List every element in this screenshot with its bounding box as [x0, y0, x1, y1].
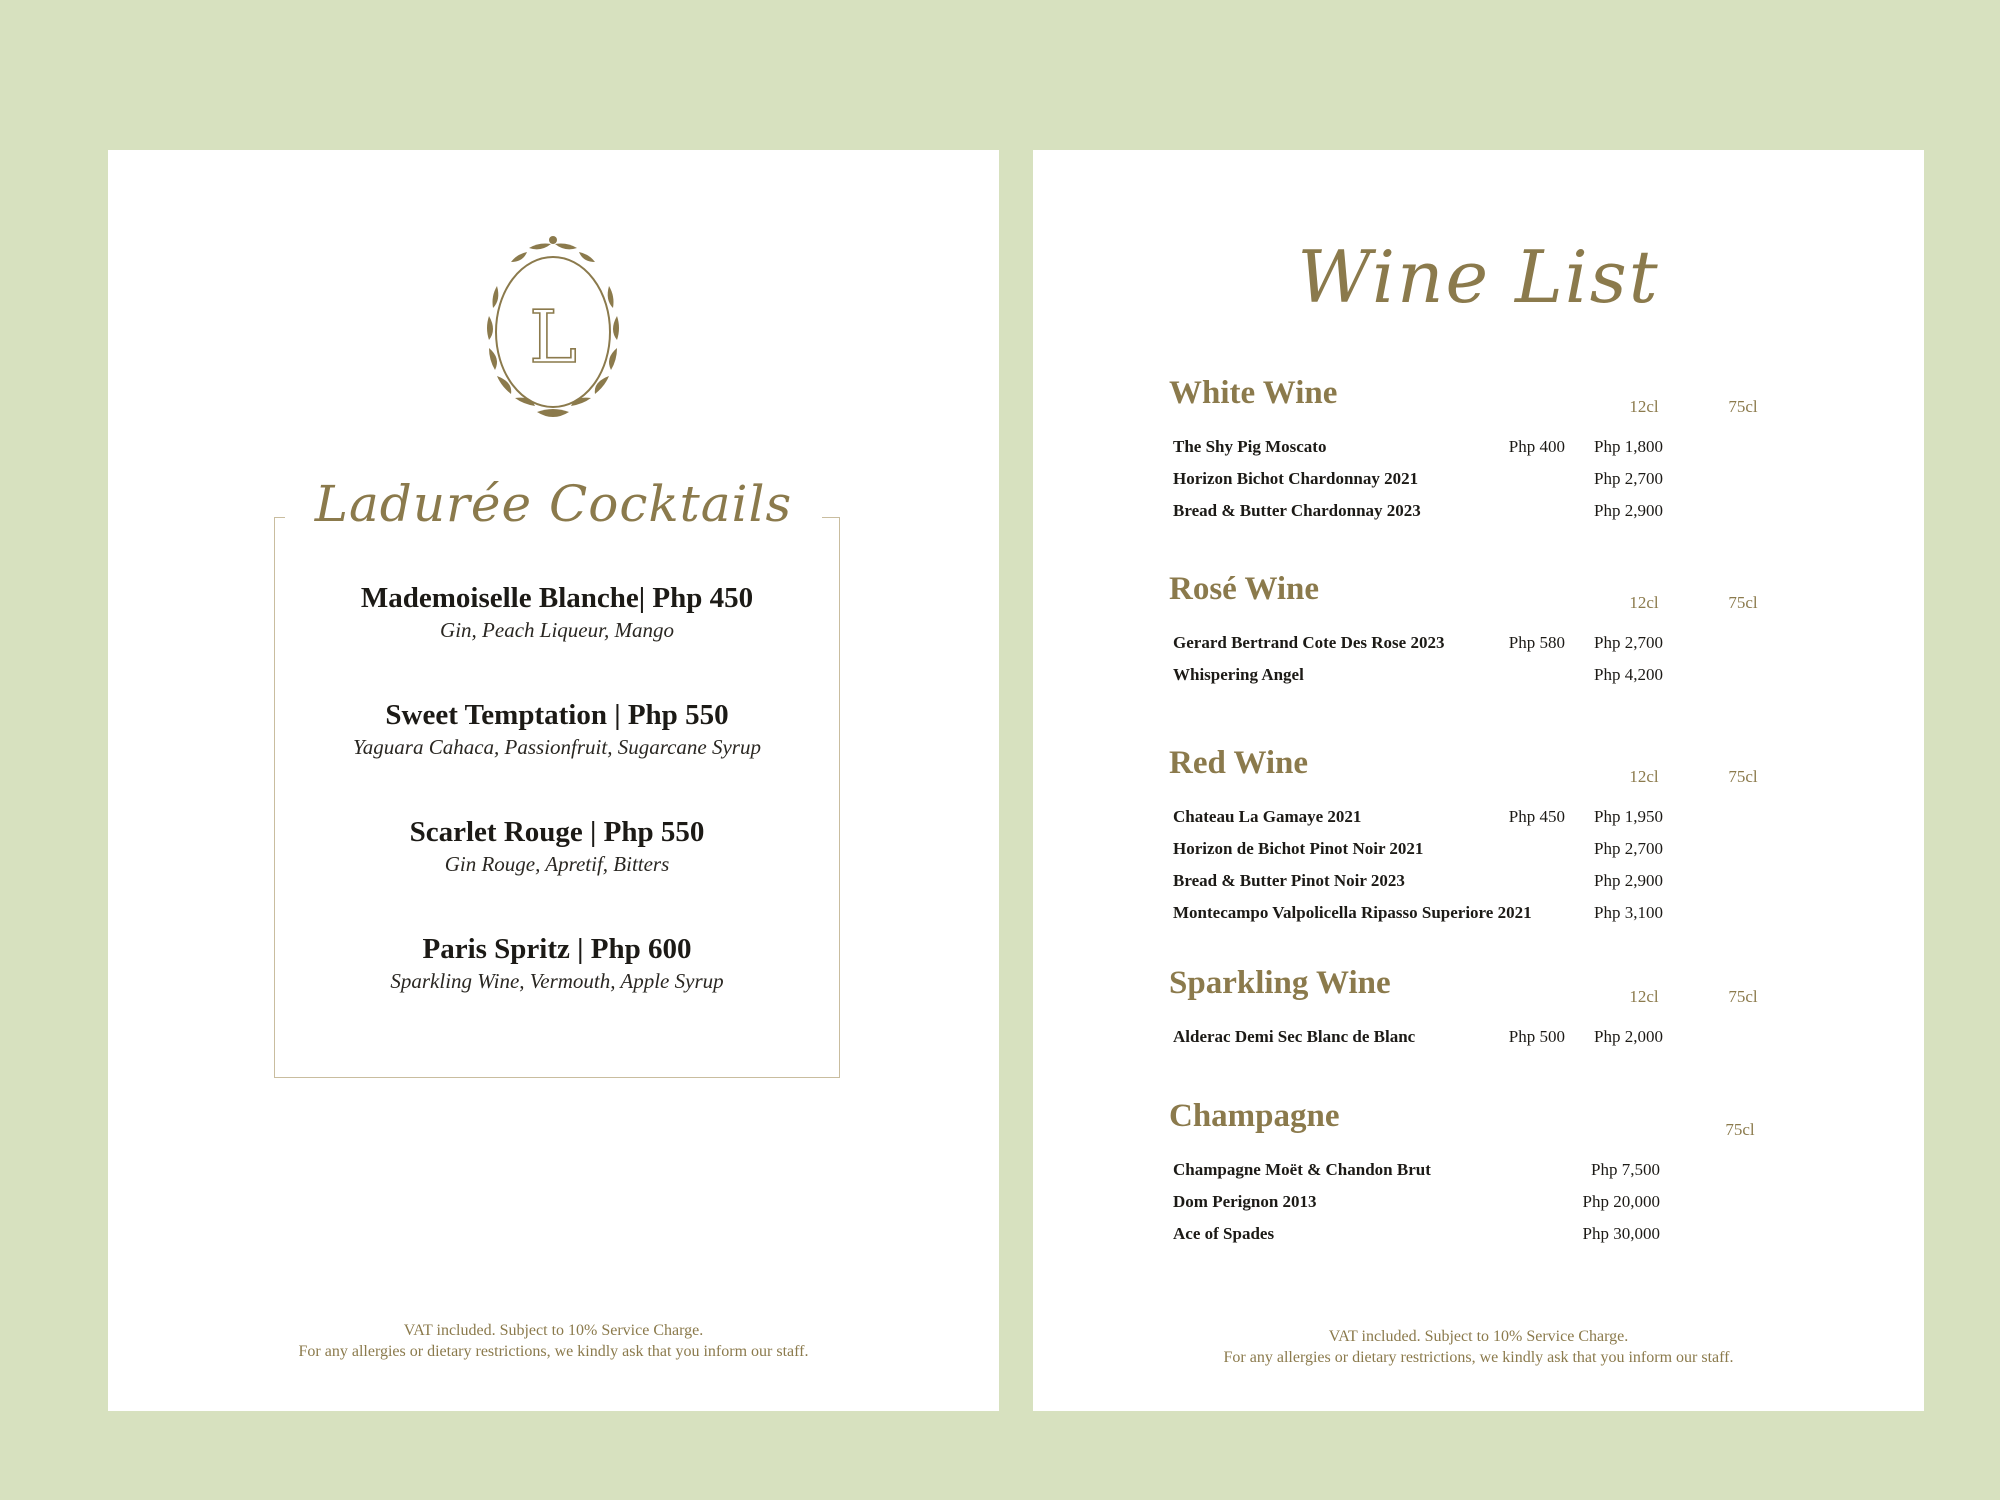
cocktail-ingredients: Gin, Peach Liqueur, Mango [440, 618, 674, 642]
cocktails-title: Ladurée Cocktails [108, 475, 999, 533]
wine-row: Gerard Bertrand Cote Des Rose 2023 Php 580 Php 2,700 [1173, 633, 1663, 652]
wine-row: The Shy Pig Moscato Php 400 Php 1,800 [1173, 437, 1663, 456]
logo-letter: L [529, 295, 577, 379]
wine-row: Dom Perignon 2013 Php 20,000 [1173, 1192, 1660, 1211]
column-header-12cl: 12cl [1629, 987, 1659, 1006]
section-sparkling-wine [1169, 965, 1793, 1059]
wine-row: Ace of Spades Php 30,000 [1173, 1224, 1660, 1243]
section-rose-wine [1169, 571, 1793, 697]
column-header-12cl: 12cl [1629, 397, 1659, 416]
section-red-wine [1169, 745, 1793, 935]
cocktail-menu-page [108, 150, 999, 1411]
wine-row: Horizon Bichot Chardonnay 2021 Php 2,700 [1173, 469, 1663, 488]
wine-list-title: Wine List [1297, 235, 1660, 319]
column-header-75cl: 75cl [1725, 1120, 1755, 1139]
column-header-12cl: 12cl [1629, 593, 1659, 612]
wine-row: Champagne Moët & Chandon Brut Php 7,500 [1173, 1160, 1660, 1179]
cocktail-ingredients: Gin Rouge, Apretif, Bitters [444, 852, 670, 876]
cocktail-name: Paris Spritz | Php 600 [422, 933, 692, 965]
section-title: Red Wine [1169, 745, 1309, 781]
section-title: Rosé Wine [1169, 571, 1320, 607]
cocktail-name: Mademoiselle Blanche| Php 450 [360, 582, 754, 614]
column-header-75cl: 75cl [1728, 593, 1758, 612]
column-header-75cl: 75cl [1728, 987, 1758, 1006]
wine-list-page [1033, 150, 1924, 1411]
cocktail-item [274, 931, 840, 1048]
section-champagne [1169, 1098, 1793, 1256]
cocktail-footer-note: VAT included. Subject to 10% Service Charge. For any allergies or dietary restrictions, we kindly ask that you inform our staff. [298, 1322, 809, 1360]
cocktail-item [274, 814, 840, 931]
cocktail-item [274, 580, 840, 697]
cocktail-name: Scarlet Rouge | Php 550 [409, 816, 705, 848]
wine-row: Bread & Butter Pinot Noir 2023 Php 2,900 [1173, 871, 1663, 890]
wine-row: Bread & Butter Chardonnay 2023 Php 2,900 [1173, 501, 1663, 520]
cocktail-ingredients: Sparkling Wine, Vermouth, Apple Syrup [390, 969, 724, 993]
wine-row: Alderac Demi Sec Blanc de Blanc Php 500 Php 2,000 [1173, 1027, 1663, 1046]
section-title: Sparkling Wine [1169, 965, 1391, 1001]
wine-footer-note: VAT included. Subject to 10% Service Charge. For any allergies or dietary restrictions, we kindly ask that you inform our staff. [1223, 1328, 1734, 1366]
column-header-12cl: 12cl [1629, 767, 1659, 786]
wine-row: Horizon de Bichot Pinot Noir 2021 Php 2,700 [1173, 839, 1663, 858]
section-title: Champagne [1169, 1098, 1340, 1134]
laduree-crest-logo [477, 226, 629, 426]
wine-row: Whispering Angel Php 4,200 [1173, 665, 1663, 684]
section-title: White Wine [1169, 375, 1338, 411]
cocktail-list [274, 580, 840, 1048]
wine-row: Chateau La Gamaye 2021 Php 450 Php 1,950 [1173, 807, 1663, 826]
column-header-75cl: 75cl [1728, 767, 1758, 786]
cocktail-name: Sweet Temptation | Php 550 [385, 699, 729, 731]
column-header-75cl: 75cl [1728, 397, 1758, 416]
wine-row: Montecampo Valpolicella Ripasso Superiore 2021 Php 3,100 [1173, 903, 1663, 922]
cocktail-item [274, 697, 840, 814]
cocktail-ingredients: Yaguara Cahaca, Passionfruit, Sugarcane Syrup [353, 735, 761, 759]
section-white-wine [1169, 375, 1793, 533]
